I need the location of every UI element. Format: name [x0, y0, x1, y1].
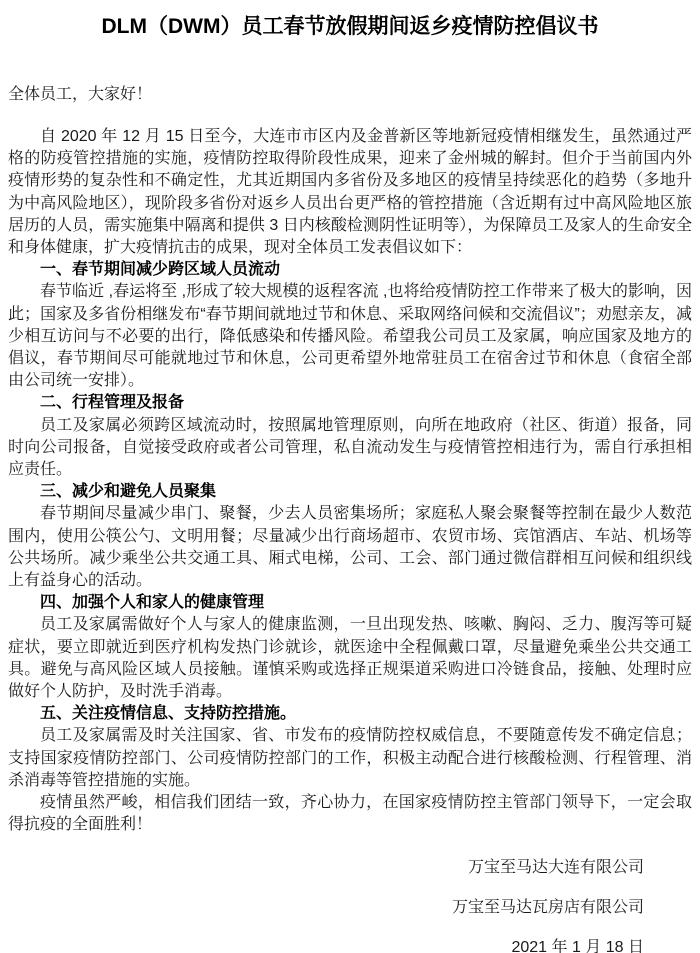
document-body	[8, 126, 692, 837]
section-5-heading: 五、关注疫情信息、支持防控措施。	[40, 705, 297, 723]
section-3-paragraph: 春节期间尽量减少串门、聚餐，少去人员密集场所；家庭私人聚会聚餐等控制在最少人数范围内，使用公筷公勺、文明用餐；尽量减少出行商场超市、农贸市场、宾馆酒店、车站、机场等公共场所。减少乘坐公共交通工具、厢式电梯，公司、工会、部门通过微信群相互问候和组织线上有益身心的活动。	[8, 505, 692, 590]
section-2-heading: 二、行程管理及报备	[40, 394, 185, 412]
intro-paragraph: 自 2020 年 12 月 15 日至今，大连市市区内及金普新区等地新冠疫情相继发生，虽然通过严格的防疫管控措施的实施，疫情防控取得阶段性成果，迎来了金州城的解封。但介于当前国内外疫情形势的复杂性和不确定性，尤其近期国内多省份及多地区的疫情呈持续恶化的趋势（多地升为中高风险地区），现阶段多省份对返乡人员出台更严格的管控措施（含近期有过中高风险地区旅居历的人员，需实施集中隔离和提供 3 日内核酸检测阴性证明等），为保障员工及家人的生命安全和身体健康，扩大疫情抗击的成果，现对全体员工发表倡议如下：	[8, 128, 692, 257]
section-1-paragraph: 春节临近 ,春运将至 ,形成了较大规模的返程客流 ,也将给疫情防控工作带来了极大的影响，因此；国家及多省份相继发布“春节期间就地过节和休息、采取网络问候和交流倡议”；劝慰亲友，减少相互访问与不必要的出行，降低感染和传播风险。希望我公司员工及家属，响应国家及地方的倡议，春节期间尽可能就地过节和休息，公司更希望外地常驻员工在宿舍过节和休息（食宿全部由公司统一安排）。	[8, 283, 692, 390]
section-1-heading: 一、春节期间减少跨区域人员流动	[40, 261, 281, 279]
closing-paragraph: 疫情虽然严峻，相信我们团结一致，齐心协力，在国家疫情防控主管部门领导下，一定会取得抗疫的全面胜利！	[8, 794, 692, 834]
document-title: DLM（DWM）员工春节放假期间返乡疫情防控倡议书	[101, 15, 599, 38]
section-4-paragraph: 员工及家属需做好个人与家人的健康监测，一旦出现发热、咳嗽、胸闷、乏力、腹泻等可疑症状，要立即就近到医疗机构发热门诊就诊，就医途中全程佩戴口罩，尽量避免乘坐公共交通工具。避免与高风险区域人员接触。谨慎采购或选择正规渠道采购进口冷链食品，接触、处理时应做好个人防护，及时洗手消毒。	[8, 616, 692, 701]
section-2-paragraph: 员工及家属必须跨区域流动时，按照属地管理原则，向所在地政府（社区、街道）报备，同时向公司报备，自觉接受政府或者公司管理，私自流动发生与疫情管控相违行为，需自行承担相应责任。	[8, 416, 692, 479]
signature-block	[8, 857, 692, 953]
signature-company-2: 万宝至马达瓦房店有限公司	[451, 898, 644, 916]
signature-date: 2021 年 1 月 18 日	[511, 938, 644, 953]
section-3-heading: 三、减少和避免人员聚集	[40, 483, 217, 501]
section-5-paragraph: 员工及家属需及时关注国家、省、市发布的疫情防控权威信息，不要随意传发不确定信息；支持国家疫情防控部门、公司疫情防控部门的工作，积极主动配合进行核酸检测、行程管理、消杀消毒等管控措施的实施。	[8, 727, 692, 789]
signature-company-1: 万宝至马达大连有限公司	[467, 858, 644, 876]
greeting-line: 全体员工，大家好！	[8, 86, 153, 103]
section-4-heading: 四、加强个人和家人的健康管理	[40, 594, 265, 612]
